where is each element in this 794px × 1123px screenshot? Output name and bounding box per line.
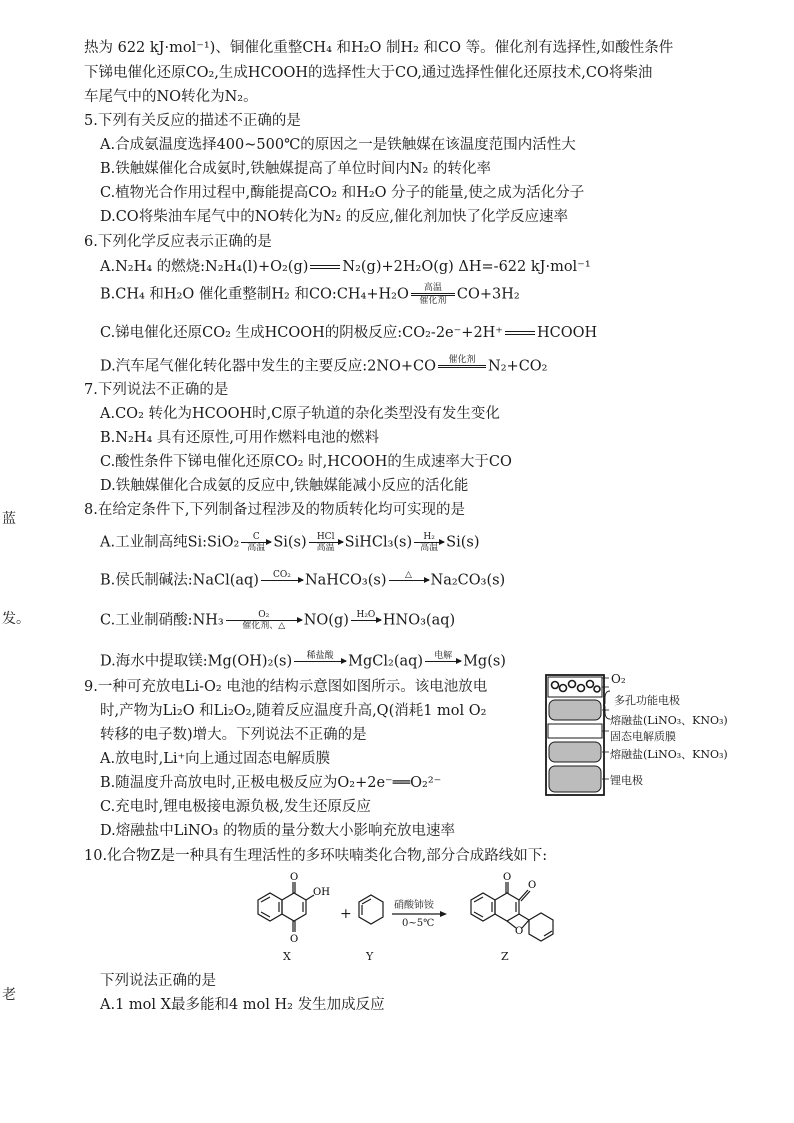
intro-line-3: 车尾气中的NO转化为N₂。 — [84, 89, 258, 105]
q8-d-arrow-2 — [425, 651, 461, 672]
q8-d-arrow-1 — [294, 651, 346, 672]
q6-b-cond-bottom: 催化剂 — [419, 296, 447, 306]
q8-a-text: A.工业制高纯Si:SiO₂ — [100, 534, 240, 551]
q8-c-hno3: HNO₃(aq) — [382, 612, 456, 629]
label-molten-salt-2: 熔融盐(LiNO₃、KNO₃) — [610, 748, 728, 761]
q7-option-d: D.铁触媒催化合成氨的反应中,铁触媒能减小反应的活化能 — [100, 478, 469, 494]
q8-c-text: C.工业制硝酸:NH₃ — [100, 612, 224, 629]
q8-stem: 8.在给定条件下,下列制备过程涉及的物质转化均可实现的是 — [84, 502, 465, 518]
q5-option-a: A.合成氨温度选择400~500℃的原因之一是铁触媒在该温度范围内活性大 — [100, 137, 576, 153]
q8-a-si-final: Si(s) — [446, 534, 480, 551]
q8-d-text: D.海水中提取镁:Mg(OH)₂(s) — [100, 653, 293, 670]
q6-b-cond-top: 高温 — [423, 283, 442, 293]
q8-a-arrow-1 — [241, 532, 271, 553]
q8-a-sihcl3: SiHCl₃(s) — [344, 534, 413, 551]
q8-option-b — [100, 570, 505, 591]
q8-d-mgcl2: MgCl₂(aq) — [348, 653, 424, 670]
q8-option-a — [100, 532, 479, 553]
q6-d-reactants: D.汽车尾气催化转化器中发生的主要反应:2NO+CO — [100, 358, 437, 375]
q8-a-arrow-3-top: H₂ — [423, 532, 435, 542]
temperature-label: 0~5℃ — [402, 918, 435, 929]
label-lithium-electrode: 锂电极 — [610, 774, 643, 787]
q8-c-arrow-1 — [226, 610, 302, 631]
compound-z-structure — [466, 868, 566, 948]
q9-stem-3: 转移的电子数)增大。下列说法不正确的是 — [100, 727, 367, 743]
q6-c-products: HCOOH — [536, 325, 598, 341]
q8-option-c — [100, 610, 455, 631]
label-x: X — [283, 950, 291, 963]
q6-option-c — [100, 323, 597, 343]
q6-b-products: CO+3H₂ — [456, 286, 520, 303]
label-y: Y — [366, 950, 374, 963]
q8-c-arrow-2-top: H₂O — [356, 610, 376, 620]
intro-line-1: 热为 622 kJ·mol⁻¹)、铜催化重整CH₄ 和H₂O 制H₂ 和CO 等。催化剂有选择性,如酸性条件 — [84, 40, 674, 56]
q6-d-cond-top: 催化剂 — [448, 355, 476, 365]
margin-fragment-1: 蓝 — [2, 511, 16, 527]
q5-option-d: D.CO将柴油车尾气中的NO转化为N₂ 的反应,催化剂加快了化学反应速率 — [100, 209, 568, 225]
q7-stem: 7.下列说法不正确的是 — [84, 382, 229, 398]
q8-a-arrow-2-top: HCl — [316, 532, 335, 542]
q5-option-c: C.植物光合作用过程中,酶能提高CO₂ 和H₂O 分子的能量,使之成为活化分子 — [100, 185, 585, 201]
q8-b-na2co3: Na₂CO₃(s) — [430, 572, 506, 589]
q9-stem-1: 9.一种可充放电Li-O₂ 电池的结构示意图如图所示。该电池放电 — [84, 679, 488, 695]
q8-b-text: B.侯氏制碱法:NaCl(aq) — [100, 572, 259, 589]
q8-option-d — [100, 651, 506, 672]
q5-option-b: B.铁触媒催化合成氨时,铁触媒提高了单位时间内N₂ 的转化率 — [100, 161, 491, 177]
label-porous-electrode: 多孔功能电极 — [614, 694, 680, 707]
plus-sign: + — [340, 906, 352, 922]
label-z: Z — [501, 950, 509, 963]
z-oxygen-2: O — [528, 880, 537, 891]
q8-c-arrow-2 — [351, 610, 381, 631]
q8-c-no: NO(g) — [303, 612, 349, 629]
battery-diagram — [545, 674, 609, 796]
reaction-arrow — [392, 910, 448, 918]
q8-b-arrow-1 — [261, 570, 303, 591]
label-membrane: 固态电解质膜 — [610, 730, 676, 743]
equals-sign — [310, 265, 340, 269]
q8-d-mg: Mg(s) — [463, 653, 506, 670]
q9-option-a: A.放电时,Li⁺向上通过固态电解质膜 — [100, 751, 331, 767]
q6-option-a — [100, 257, 591, 277]
q8-a-arrow-3-bottom: 高温 — [420, 543, 439, 553]
equals-sign — [505, 331, 535, 335]
q8-d-arrow-1-top: 稀盐酸 — [306, 651, 334, 661]
label-molten-salt-1: 熔融盐(LiNO₃、KNO₃) — [610, 714, 728, 727]
q8-b-arrow-2-top: △ — [405, 570, 412, 580]
q8-a-arrow-3 — [414, 532, 444, 553]
q6-c-reactants: C.锑电催化还原CO₂ 生成HCOOH的阴极反应:CO₂-2e⁻+2H⁺ — [100, 325, 503, 341]
q6-option-b — [100, 283, 520, 306]
compound-x-structure — [250, 870, 330, 952]
q10-sub-stem: 下列说法正确的是 — [100, 973, 216, 989]
q6-stem: 6.下列化学反应表示正确的是 — [84, 234, 272, 250]
x-oxygen-bottom: O — [290, 934, 299, 945]
q10-stem: 10.化合物Z是一种具有生理活性的多环呋喃类化合物,部分合成路线如下: — [84, 848, 548, 864]
x-oh: OH — [313, 887, 330, 898]
q8-a-arrow-1-bottom: 高温 — [247, 543, 266, 553]
q7-option-c: C.酸性条件下锑电催化还原CO₂ 时,HCOOH的生成速率大于CO — [100, 454, 512, 470]
margin-fragment-2: 发。 — [2, 611, 30, 627]
q9-option-c: C.充电时,锂电极接电源负极,发生还原反应 — [100, 799, 371, 815]
z-oxygen-furan: O — [515, 926, 524, 937]
q8-a-arrow-2-bottom: 高温 — [316, 543, 335, 553]
q6-a-reactants: A.N₂H₄ 的燃烧:N₂H₄(l)+O₂(g) — [100, 259, 309, 275]
q8-a-arrow-2 — [309, 532, 343, 553]
q6-b-reactants: B.CH₄ 和H₂O 催化重整制H₂ 和CO:CH₄+H₂O — [100, 286, 409, 303]
q6-d-products: N₂+CO₂ — [488, 358, 548, 375]
q8-b-nahco3: NaHCO₃(s) — [304, 572, 387, 589]
q8-c-arrow-1-bottom: 催化剂、△ — [242, 621, 286, 631]
q9-option-b: B.随温度升高放电时,正极电极反应为O₂+2e⁻══O₂²⁻ — [100, 775, 442, 791]
intro-line-2: 下锑电催化还原CO₂,生成HCOOH的选择性大于CO,通过选择性催化还原技术,CO将柴油 — [84, 65, 653, 81]
q8-d-arrow-2-top: 电解 — [434, 651, 453, 661]
q6-d-condition — [438, 355, 486, 378]
q8-a-arrow-1-top: C — [252, 532, 260, 542]
q5-stem: 5.下列有关反应的描述不正确的是 — [84, 113, 301, 129]
reagent-label: 硝酸铈铵 — [394, 900, 434, 911]
x-oxygen-top: O — [290, 872, 299, 883]
label-o2: O₂ — [611, 672, 626, 686]
q8-a-si: Si(s) — [273, 534, 307, 551]
q8-b-arrow-1-top: CO₂ — [273, 570, 291, 580]
q9-stem-2: 时,产物为Li₂O 和Li₂O₂,随着反应温度升高,Q(消耗1 mol O₂ — [100, 703, 487, 719]
q9-option-d: D.熔融盐中LiNO₃ 的物质的量分数大小影响充放电速率 — [100, 823, 455, 839]
q7-option-a: A.CO₂ 转化为HCOOH时,C原子轨道的杂化类型没有发生变化 — [100, 406, 500, 422]
q10-option-a: A.1 mol X最多能和4 mol H₂ 发生加成反应 — [100, 997, 385, 1013]
compound-y-structure — [354, 892, 388, 928]
q8-c-arrow-1-top: O₂ — [258, 610, 270, 620]
q7-option-b: B.N₂H₄ 具有还原性,可用作燃料电池的燃料 — [100, 430, 379, 446]
q8-b-arrow-2 — [389, 570, 429, 591]
z-oxygen-1: O — [503, 872, 512, 883]
q6-option-d — [100, 355, 548, 378]
q6-a-products: N₂(g)+2H₂O(g) ΔH=-622 kJ·mol⁻¹ — [342, 259, 591, 275]
q6-b-condition — [411, 283, 455, 306]
margin-fragment-3: 老 — [2, 987, 16, 1003]
